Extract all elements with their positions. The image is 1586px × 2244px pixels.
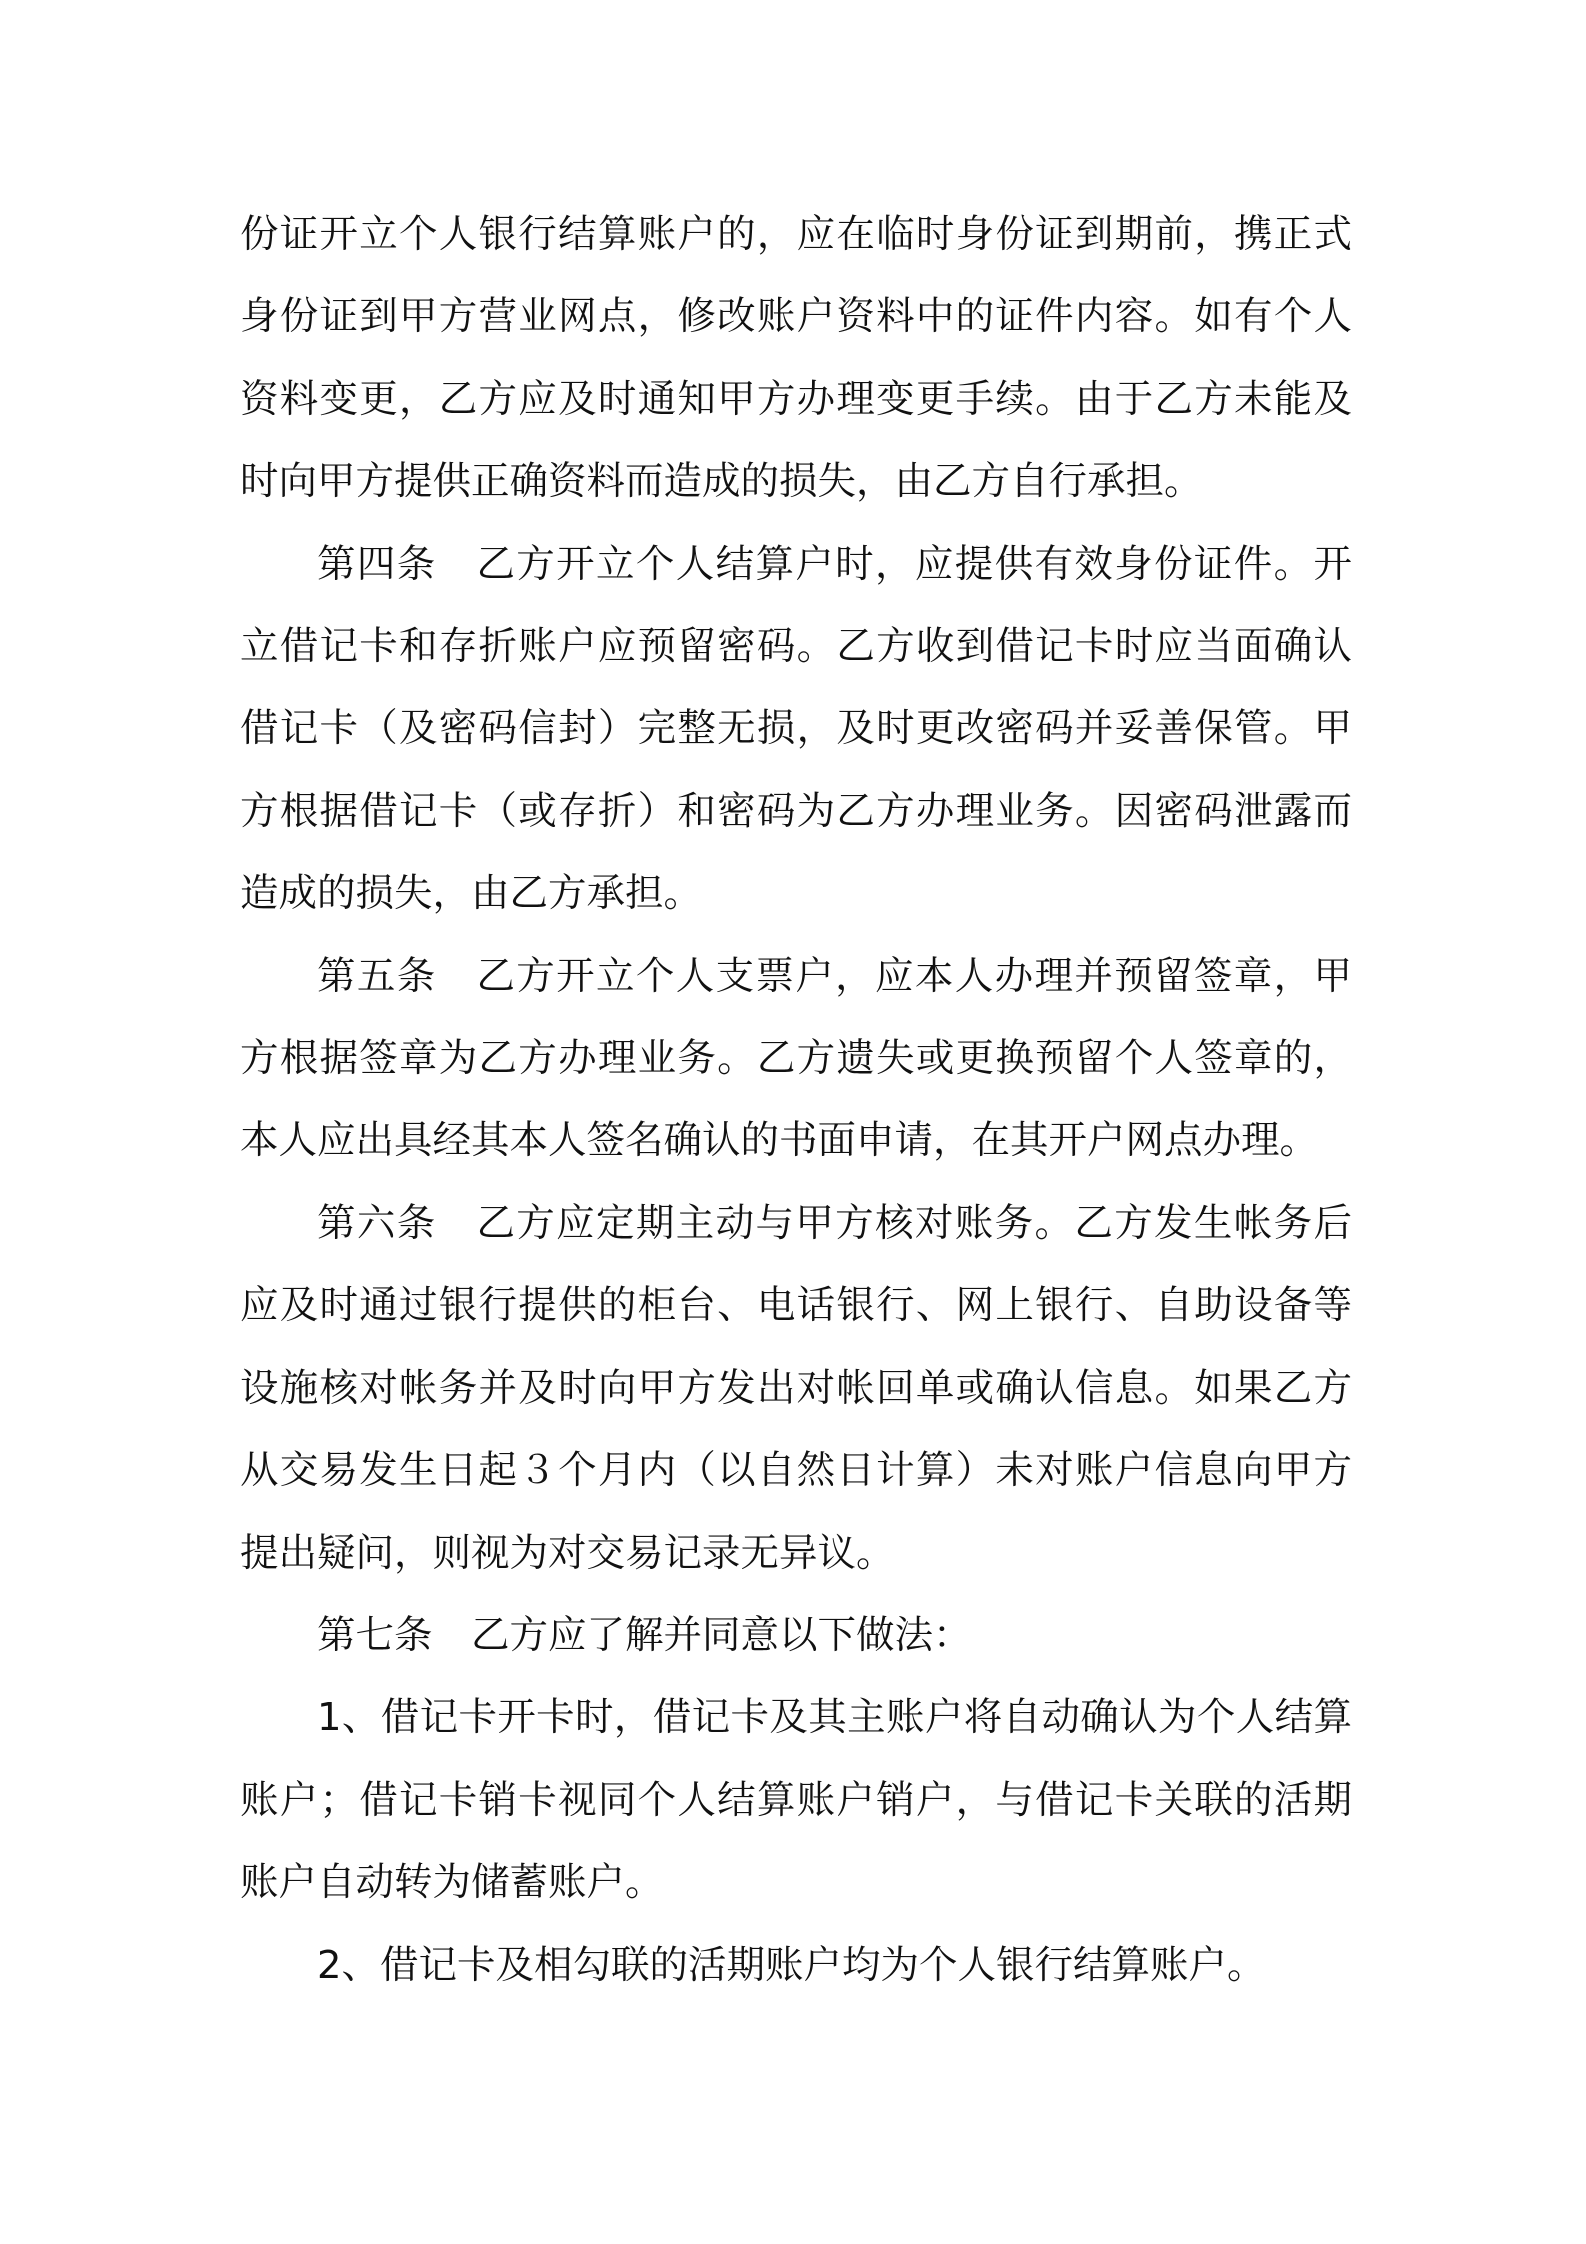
article-6-paragraph: 第六条 乙方应定期主动与甲方核对账务。乙方发生帐务后应及时通过银行提供的柜台、电话银行、网上银行、自助设备等设施核对帐务并及时向甲方发出对帐回单或确认信息。如果乙方从交易发生日起３个月内（以自然日计算）未对账户信息向甲方提出疑问，则视为对交易记录无异议。 [240, 1200, 1352, 1576]
paragraph-continuation: 份证开立个人银行结算账户的，应在临时身份证到期前，携正式身份证到甲方营业网点，修改账户资料中的证件内容。如有个人资料变更，乙方应及时通知甲方办理变更手续。由于乙方未能及时向甲方提供正确资料而造成的损失，由乙方自行承担。 [240, 212, 1352, 505]
list-item-2: 2、借记卡及相勾联的活期账户均为个人银行结算账户。 [317, 1942, 1266, 1988]
list-item-1: 1、借记卡开卡时，借记卡及其主账户将自动确认为个人结算账户；借记卡销卡视同个人结算账户销户，与借记卡关联的活期账户自动转为储蓄账户。 [240, 1695, 1352, 1906]
article-5-paragraph: 第五条 乙方开立个人支票户，应本人办理并预留签章，甲方根据签章为乙方办理业务。乙方遗失或更换预留个人签章的，本人应出具经其本人签名确认的书面申请，在其开户网点办理。 [240, 953, 1352, 1164]
article-7-paragraph: 第七条 乙方应了解并同意以下做法： [317, 1612, 972, 1658]
article-4-paragraph: 第四条 乙方开立个人结算户时，应提供有效身份证件。开立借记卡和存折账户应预留密码。乙方收到借记卡时应当面确认借记卡（及密码信封）完整无损，及时更改密码并妥善保管。甲方根据借记卡（或存折）和密码为乙方办理业务。因密码泄露而造成的损失，由乙方承担。 [240, 541, 1352, 917]
document-page [240, 194, 1352, 2007]
